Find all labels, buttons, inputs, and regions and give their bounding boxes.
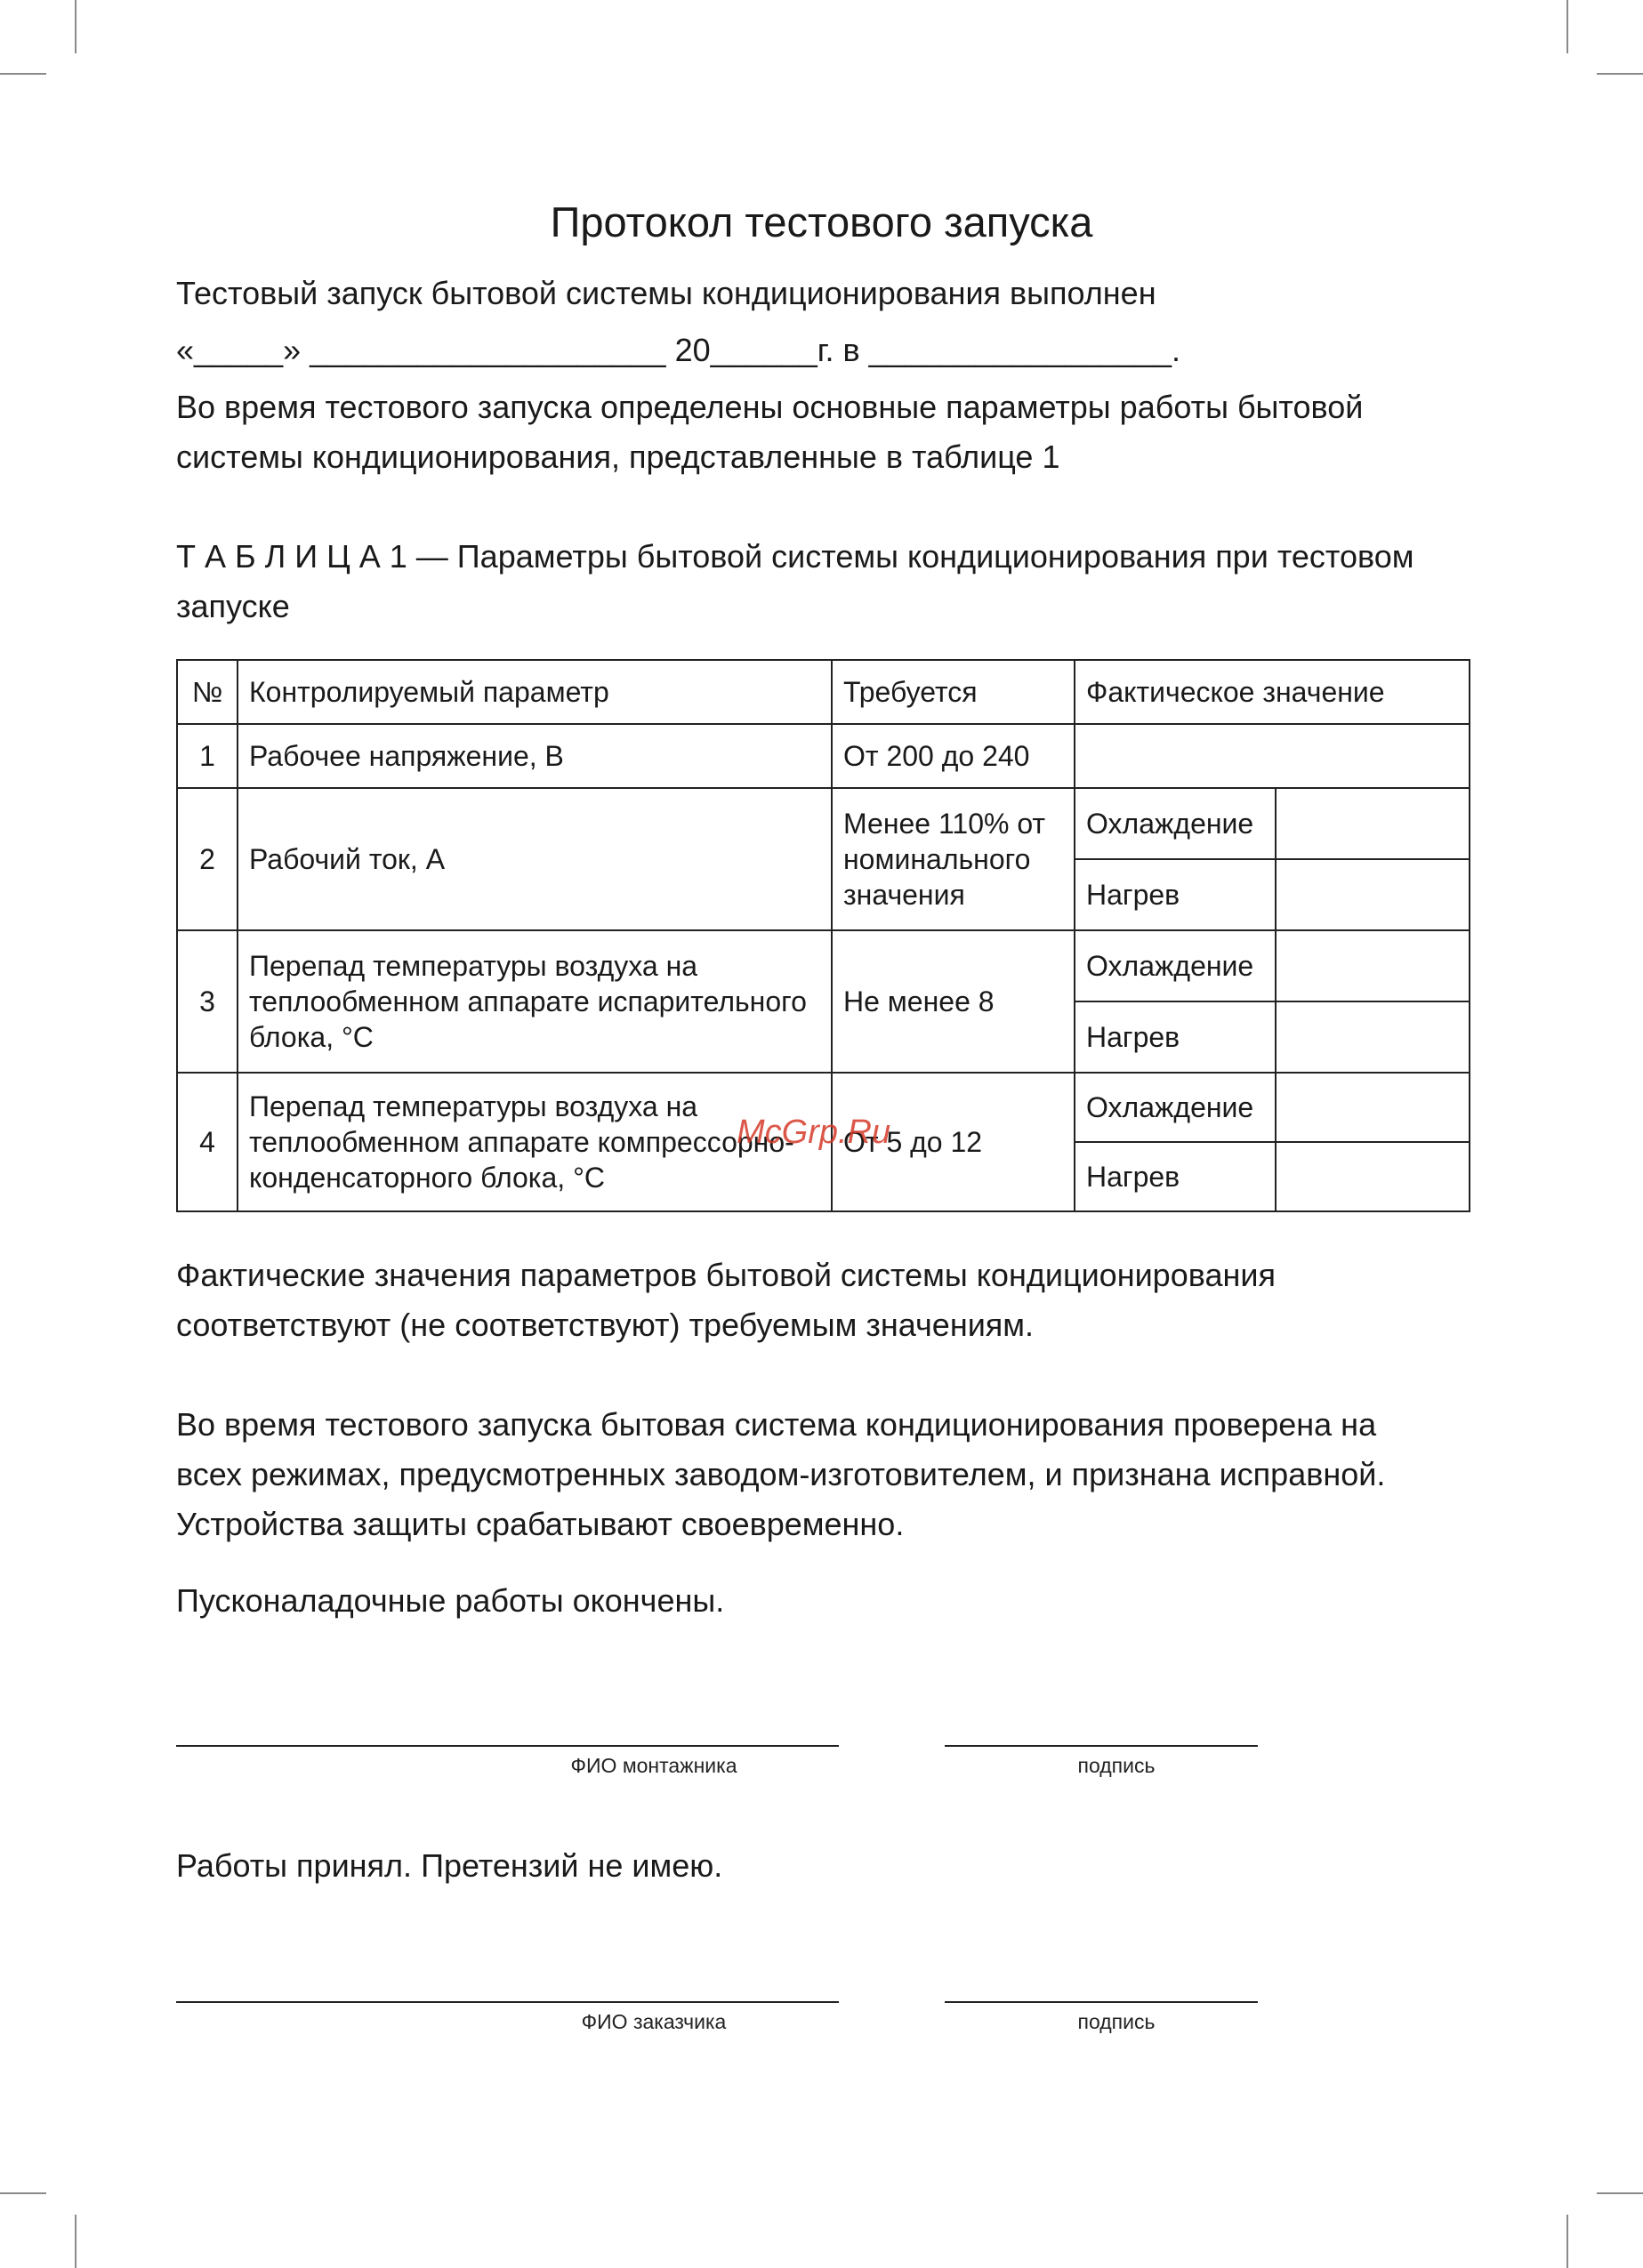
customer-signature-caption: подпись — [1077, 2010, 1156, 2033]
table-header-row — [177, 660, 1470, 724]
mode-label: Нагрев — [1075, 859, 1276, 930]
conclusion-paragraph-3 — [176, 1576, 1493, 1626]
conclusion-line: соответствуют (не соответствуют) требуемым значениям. — [176, 1307, 1035, 1343]
watermark: McGrp.Ru — [737, 1114, 891, 1151]
actual-value-cell[interactable] — [1276, 1142, 1470, 1211]
crop-mark — [1566, 0, 1568, 53]
conclusion-line: Устройства защиты срабатывают своевременно. — [176, 1506, 905, 1542]
table-caption-line: Т А Б Л И Ц А 1 — Параметры бытовой системы кондиционирования при тестовом — [176, 538, 1414, 575]
mode-label: Нагрев — [1075, 1142, 1276, 1211]
table-row — [177, 930, 1470, 1001]
actual-value-cell[interactable] — [1276, 1073, 1470, 1142]
mode-label: Нагрев — [1075, 1001, 1276, 1073]
row-required: От 5 до 12 — [832, 1073, 1075, 1211]
header-required: Требуется — [832, 660, 1075, 724]
customer-name-line[interactable] — [176, 2001, 839, 2003]
crop-mark — [1597, 73, 1643, 75]
accepted-paragraph — [176, 1841, 1493, 1891]
crop-mark — [0, 73, 46, 75]
row-required: От 200 до 240 — [832, 724, 1075, 788]
mode-label: Охлаждение — [1075, 1073, 1276, 1142]
header-num: № — [177, 660, 238, 724]
actual-value-cell[interactable] — [1276, 1001, 1470, 1073]
crop-mark — [0, 2192, 46, 2194]
row-num: 4 — [177, 1073, 238, 1211]
conclusion-line: Во время тестового запуска бытовая система кондиционирования проверена на — [176, 1406, 1377, 1443]
crop-mark — [1597, 2192, 1643, 2194]
installer-caption: ФИО монтажника — [570, 1754, 737, 1777]
conclusion-paragraph-1 — [176, 1251, 1493, 1350]
row-required: Не менее 8 — [832, 930, 1075, 1073]
actual-value-cell[interactable] — [1276, 930, 1470, 1001]
row-num: 1 — [177, 724, 238, 788]
actual-value-cell[interactable] — [1276, 859, 1470, 930]
page-title: Протокол тестового запуска — [550, 198, 1093, 245]
conclusion-line: Фактические значения параметров бытовой системы кондиционирования — [176, 1257, 1276, 1293]
installer-signature-line[interactable] — [945, 1745, 1258, 1747]
date-line: «_____» ____________________ 20______г. в _________________. — [176, 332, 1180, 368]
table-row — [177, 788, 1470, 859]
crop-mark — [75, 2215, 77, 2268]
crop-mark — [1566, 2215, 1568, 2268]
row-required: Менее 110% от номинального значения — [832, 788, 1075, 930]
installer-signature-caption: подпись — [1077, 1754, 1156, 1777]
table-caption — [176, 532, 1493, 631]
header-actual: Фактическое значение — [1075, 660, 1470, 724]
intro-block — [176, 269, 1493, 482]
intro-line: системы кондиционирования, представленные в таблице 1 — [176, 438, 1060, 475]
actual-value-cell[interactable] — [1276, 788, 1470, 859]
intro-line: Во время тестового запуска определены основные параметры работы бытовой — [176, 389, 1364, 425]
conclusion-line: Пусконаладочные работы окончены. — [176, 1582, 725, 1619]
installer-name-line[interactable] — [176, 1745, 839, 1747]
row-param: Перепад температуры воздуха на теплообменном аппарате компрессорно-конденсаторного блока, °C — [238, 1073, 832, 1211]
table-caption-line: запуске — [176, 588, 290, 624]
row-param: Рабочий ток, А — [238, 788, 832, 930]
actual-value-cell[interactable] — [1075, 724, 1470, 788]
row-param: Рабочее напряжение, В — [238, 724, 832, 788]
conclusion-line: всех режимах, предусмотренных заводом-изготовителем, и признана исправной. — [176, 1456, 1386, 1492]
mode-label: Охлаждение — [1075, 930, 1276, 1001]
row-num: 3 — [177, 930, 238, 1073]
table-row — [177, 724, 1470, 788]
mode-label: Охлаждение — [1075, 788, 1276, 859]
row-num: 2 — [177, 788, 238, 930]
header-param: Контролируемый параметр — [238, 660, 832, 724]
conclusion-paragraph-2 — [176, 1400, 1493, 1549]
customer-caption: ФИО заказчика — [581, 2010, 727, 2033]
customer-signature-line[interactable] — [945, 2001, 1258, 2003]
intro-line: Тестовый запуск бытовой системы кондиционирования выполнен — [176, 275, 1156, 311]
crop-mark — [75, 0, 77, 53]
accepted-text: Работы принял. Претензий не имею. — [176, 1847, 723, 1884]
row-param: Перепад температуры воздуха на теплообменном аппарате испарительного блока, °C — [238, 930, 832, 1073]
